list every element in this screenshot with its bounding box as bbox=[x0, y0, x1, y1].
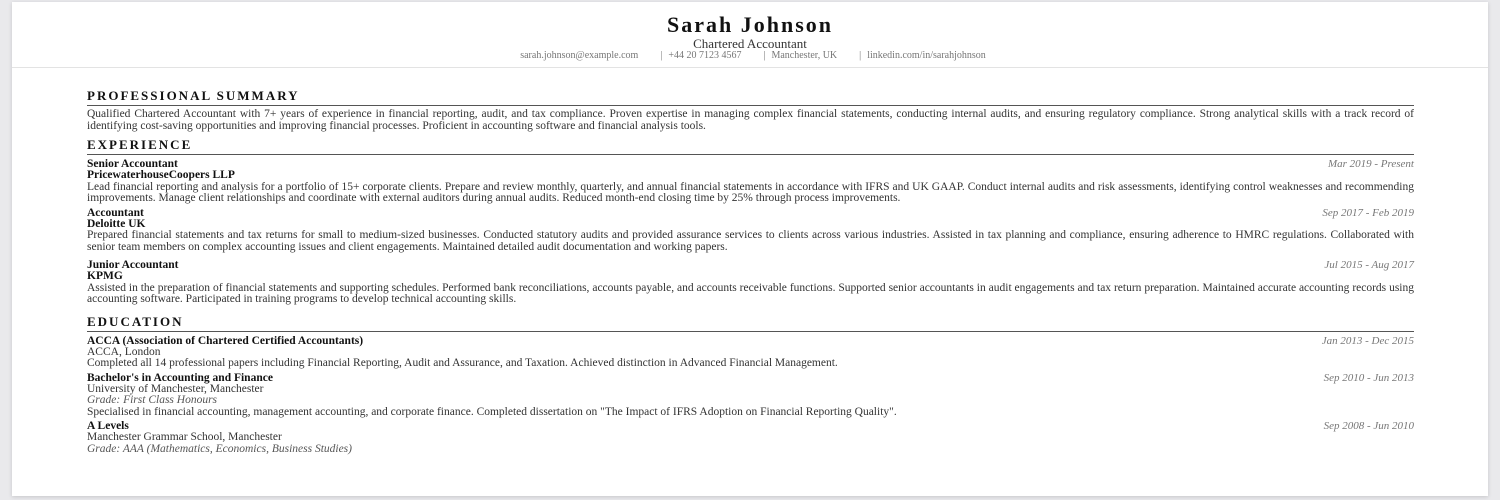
summary-section bbox=[87, 88, 1414, 132]
contact-linkedin[interactable]: | linkedin.com/in/sarahjohnson bbox=[859, 50, 986, 61]
degree-name: Bachelor's in Accounting and Finance bbox=[87, 371, 273, 384]
contact-info bbox=[12, 50, 1488, 62]
job-dates: Mar 2019 - Present bbox=[1327, 158, 1414, 170]
institution-name: ACCA, London bbox=[87, 345, 161, 358]
job-dates: Sep 2017 - Feb 2019 bbox=[1322, 206, 1414, 219]
job-title: Junior Accountant bbox=[87, 259, 179, 271]
experience-section bbox=[87, 137, 1414, 306]
education-grade: Grade: AAA (Mathematics, Economics, Business Studies) bbox=[87, 442, 352, 455]
resume-header bbox=[12, 2, 1488, 68]
education-dates: Sep 2008 - Jun 2010 bbox=[1323, 420, 1414, 432]
degree-name: ACCA (Association of Chartered Certified Accountants) bbox=[87, 334, 364, 347]
job-description: Lead financial reporting and analysis for a portfolio of 15+ corporate clients. Prepare and review monthly, quarterly, and annual financial statements in accordance with IFRS and UK GAAP. Conduct internal audits and risk assessments, identifying control weaknesses and recommending improvements. Manage client relationships and coordinate with external auditors during annual audits. Reduced month-end closing time by 25% through process improvements. bbox=[87, 180, 1414, 204]
education-description: Completed all 14 professional papers including Financial Reporting, Audit and Assurance, and Taxation. Achieved distinction in Advanced Financial Management. bbox=[87, 357, 838, 369]
contact-email[interactable]: sarah.johnson@example.com bbox=[520, 50, 639, 61]
summary-text: Qualified Chartered Accountant with 7+ years of experience in financial reporting, audit, and tax compliance. Proven expertise in managing complex financial statements, conducting internal audits, and ensuring regulatory compliance. Strong analytical skills with a track record of identifying cost-saving opportunities and improving financial processes. Proficient in accounting software and financial analysis tools. bbox=[87, 108, 1414, 132]
education-dates: Jan 2013 - Dec 2015 bbox=[1321, 334, 1414, 347]
company-name: Deloitte UK bbox=[87, 217, 146, 230]
section-heading: PROFESSIONAL SUMMARY bbox=[87, 88, 1414, 106]
institution-name: Manchester Grammar School, Manchester bbox=[87, 431, 282, 443]
section-heading: EXPERIENCE bbox=[87, 137, 1414, 155]
candidate-title: Chartered Accountant bbox=[693, 36, 807, 51]
company-name: KPMG bbox=[87, 270, 123, 282]
institution-name: University of Manchester, Manchester bbox=[87, 382, 264, 395]
job-description: Assisted in the preparation of financial statements and supporting schedules. Performed bank reconciliations, accounts payable, and accounts receivable functions. Supported senior accountants in audit engagements and tax return preparation. Maintained accurate accounting records using accounting software. Participated in training programs to develop technical accounting skills. bbox=[87, 281, 1414, 305]
experience-entry bbox=[87, 259, 1414, 306]
education-entry bbox=[87, 335, 1414, 370]
resume-page bbox=[12, 2, 1488, 496]
degree-name: A Levels bbox=[87, 420, 129, 432]
education-grade: Grade: First Class Honours bbox=[87, 394, 218, 406]
job-title: Accountant bbox=[87, 206, 144, 219]
education-description: Specialised in financial accounting, management accounting, and corporate finance. Completed dissertation on "The Impact of IFRS Adoption on Financial Reporting Quality". bbox=[87, 405, 897, 418]
company-name: PricewaterhouseCoopers LLP bbox=[87, 169, 235, 181]
education-entry bbox=[87, 372, 1414, 419]
section-heading: EDUCATION bbox=[87, 314, 1414, 332]
resume-body bbox=[12, 68, 1488, 455]
education-dates: Sep 2010 - Jun 2013 bbox=[1323, 371, 1414, 384]
education-section bbox=[87, 314, 1414, 456]
experience-entry bbox=[87, 207, 1414, 254]
job-description: Prepared financial statements and tax returns for small to medium-sized businesses. Conducted statutory audits and provided assurance services to clients across various industries. Assisted in tax planning and compliance, ensuring adherence to HMRC regulations. Collaborated with senior team members on complex accounting issues and client engagements. Maintained detailed audit documentation and working papers. bbox=[87, 229, 1414, 253]
job-dates: Jul 2015 - Aug 2017 bbox=[1324, 259, 1414, 271]
experience-entry bbox=[87, 158, 1414, 205]
job-title: Senior Accountant bbox=[87, 158, 178, 170]
contact-phone[interactable]: | +44 20 7123 4567 bbox=[660, 50, 742, 61]
contact-location: | Manchester, UK bbox=[763, 50, 838, 61]
candidate-name: Sarah Johnson bbox=[666, 12, 833, 37]
education-entry bbox=[87, 420, 1414, 455]
